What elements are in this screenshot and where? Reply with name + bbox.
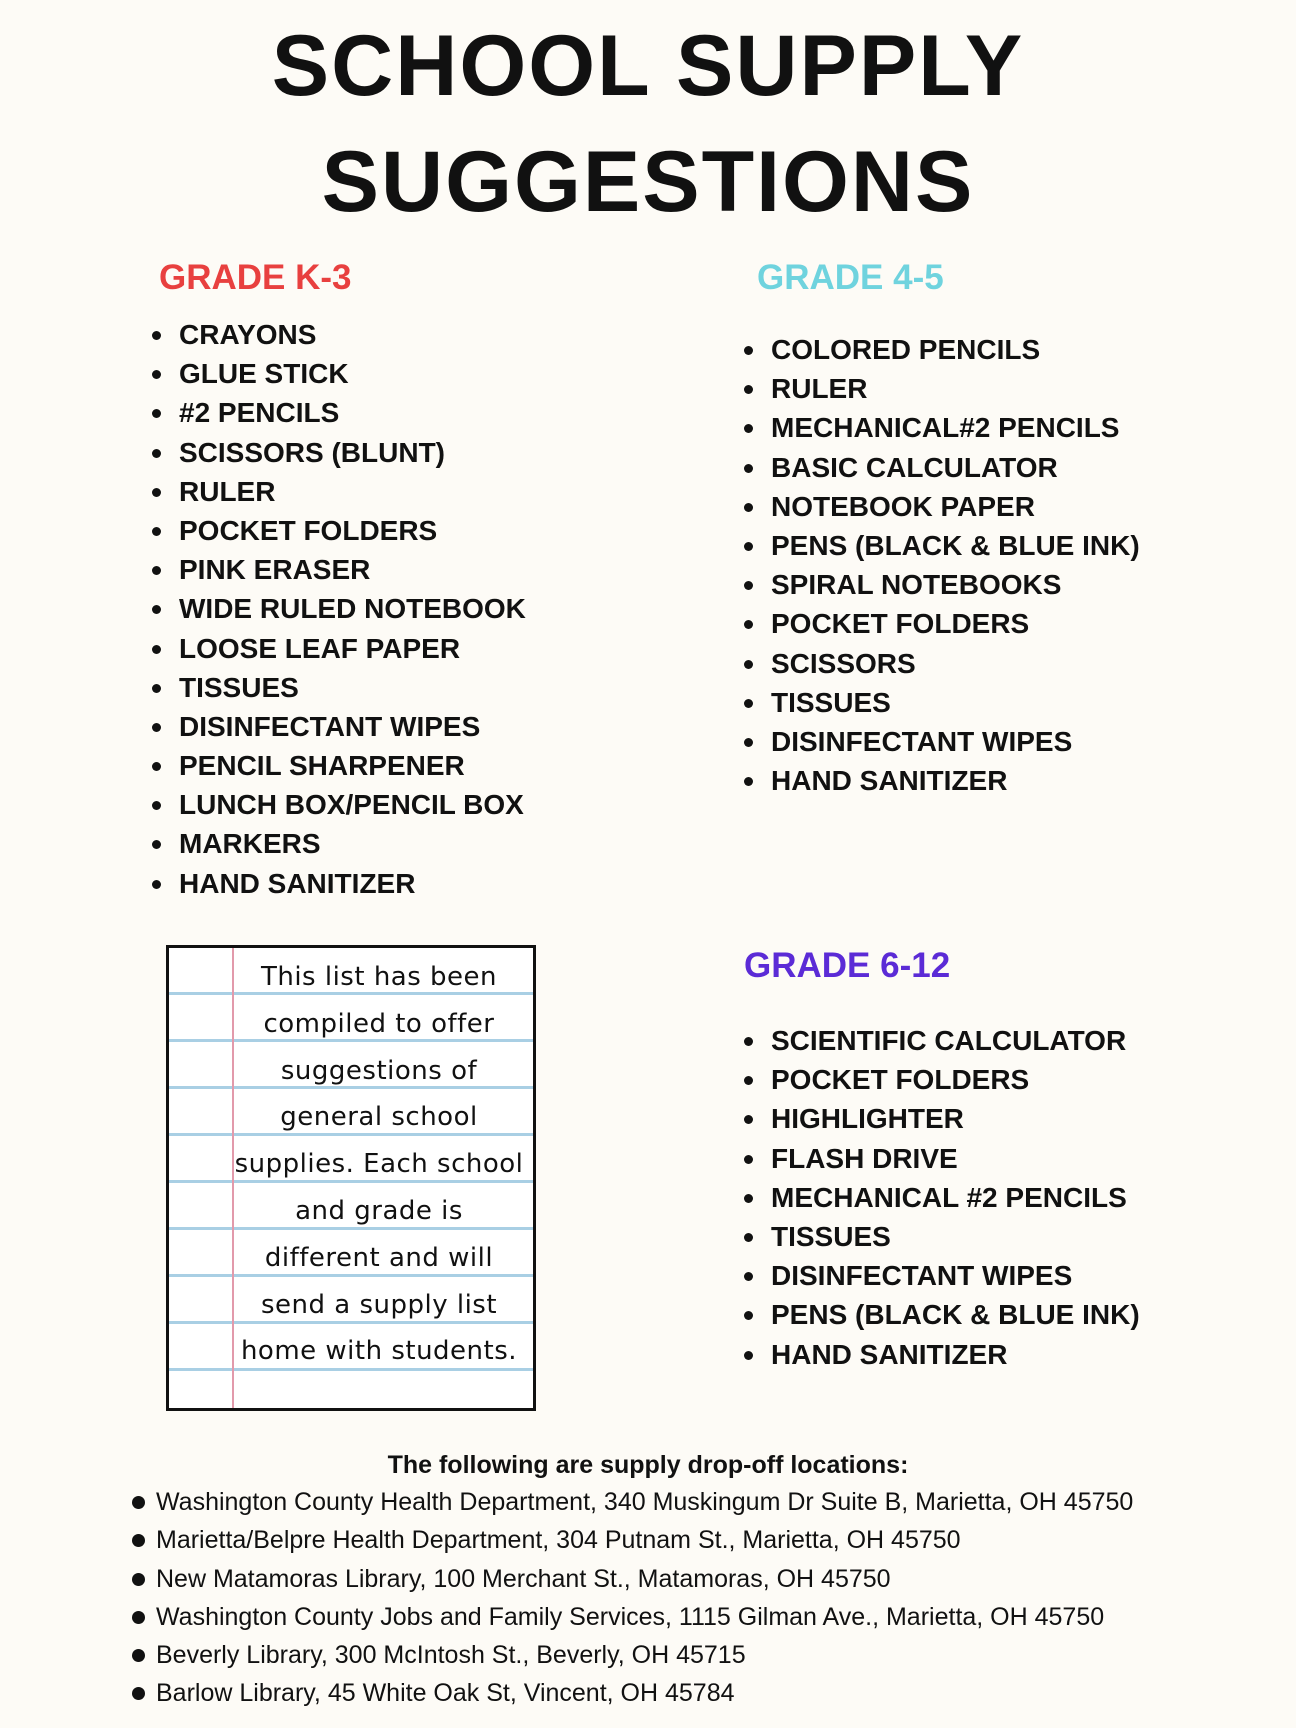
list-item: TISSUES: [744, 1217, 1140, 1256]
list-item: HAND SANITIZER: [744, 761, 1140, 800]
list-item: WIDE RULED NOTEBOOK: [152, 589, 526, 628]
list-item: BASIC CALCULATOR: [744, 448, 1140, 487]
grade-k3-heading: GRADE K-3: [159, 258, 352, 297]
list-item: PENS (BLACK & BLUE INK): [744, 1295, 1140, 1334]
list-item: DISINFECTANT WIPES: [152, 707, 526, 746]
grade-4-5-list: [744, 330, 1140, 800]
note-line: different and will: [264, 1242, 494, 1273]
notebook-paper-note: [166, 945, 536, 1411]
list-item: LOOSE LEAF PAPER: [152, 629, 526, 668]
list-item: TISSUES: [744, 683, 1140, 722]
list-item: Washington County Health Department, 340 Muskingum Dr Suite B, Marietta, OH 45750: [132, 1483, 1133, 1521]
note-line: general school: [280, 1102, 478, 1133]
list-item: LUNCH BOX/PENCIL BOX: [152, 785, 526, 824]
list-item: DISINFECTANT WIPES: [744, 1256, 1140, 1295]
list-item: SPIRAL NOTEBOOKS: [744, 565, 1140, 604]
page-title-line-2: SUGGESTIONS: [321, 134, 975, 230]
list-item: DISINFECTANT WIPES: [744, 722, 1140, 761]
list-item: Beverly Library, 300 McIntosh St., Beverly, OH 45715: [132, 1636, 1133, 1674]
note-line: and grade is: [295, 1195, 463, 1226]
grade-4-5-heading: GRADE 4-5: [757, 258, 944, 297]
list-item: SCISSORS: [744, 644, 1140, 683]
note-line: This list has been: [260, 962, 498, 992]
note-line: supplies. Each school: [234, 1149, 524, 1180]
note-line: send a supply list: [260, 1289, 498, 1320]
dropoff-title: The following are supply drop-off locations:: [387, 1451, 909, 1479]
note-line: suggestions of: [280, 1055, 478, 1086]
list-item: FLASH DRIVE: [744, 1139, 1140, 1178]
list-item: HAND SANITIZER: [152, 864, 526, 903]
page-title: [0, 8, 1296, 240]
note-text: [229, 954, 529, 1375]
list-item: #2 PENCILS: [152, 393, 526, 432]
list-item: RULER: [152, 472, 526, 511]
list-item: HIGHLIGHTER: [744, 1099, 1140, 1138]
list-item: HAND SANITIZER: [744, 1335, 1140, 1374]
list-item: MECHANICAL #2 PENCILS: [744, 1178, 1140, 1217]
list-item: PENCIL SHARPENER: [152, 746, 526, 785]
list-item: Barlow Library, 45 White Oak St, Vincent, OH 45784: [132, 1674, 1133, 1712]
list-item: PENS (BLACK & BLUE INK): [744, 526, 1140, 565]
list-item: Marietta/Belpre Health Department, 304 Putnam St., Marietta, OH 45750: [132, 1521, 1133, 1559]
list-item: POCKET FOLDERS: [744, 1060, 1140, 1099]
list-item: PINK ERASER: [152, 550, 526, 589]
dropoff-locations-list: [132, 1483, 1133, 1713]
list-item: POCKET FOLDERS: [744, 604, 1140, 643]
list-item: RULER: [744, 369, 1140, 408]
page-title-line-1: SCHOOL SUPPLY: [271, 18, 1025, 114]
list-item: CRAYONS: [152, 315, 526, 354]
list-item: POCKET FOLDERS: [152, 511, 526, 550]
list-item: MECHANICAL#2 PENCILS: [744, 408, 1140, 447]
list-item: GLUE STICK: [152, 354, 526, 393]
grade-6-12-heading: GRADE 6-12: [744, 946, 951, 985]
list-item: TISSUES: [152, 668, 526, 707]
note-line: compiled to offer: [263, 1008, 495, 1039]
grade-6-12-list: [744, 1021, 1140, 1374]
list-item: MARKERS: [152, 824, 526, 863]
list-item: Washington County Jobs and Family Services, 1115 Gilman Ave., Marietta, OH 45750: [132, 1598, 1133, 1636]
list-item: SCIENTIFIC CALCULATOR: [744, 1021, 1140, 1060]
note-line: home with students.: [240, 1336, 518, 1367]
list-item: NOTEBOOK PAPER: [744, 487, 1140, 526]
grade-k3-list: [152, 315, 526, 903]
list-item: New Matamoras Library, 100 Merchant St., Matamoras, OH 45750: [132, 1560, 1133, 1598]
list-item: COLORED PENCILS: [744, 330, 1140, 369]
list-item: SCISSORS (BLUNT): [152, 433, 526, 472]
